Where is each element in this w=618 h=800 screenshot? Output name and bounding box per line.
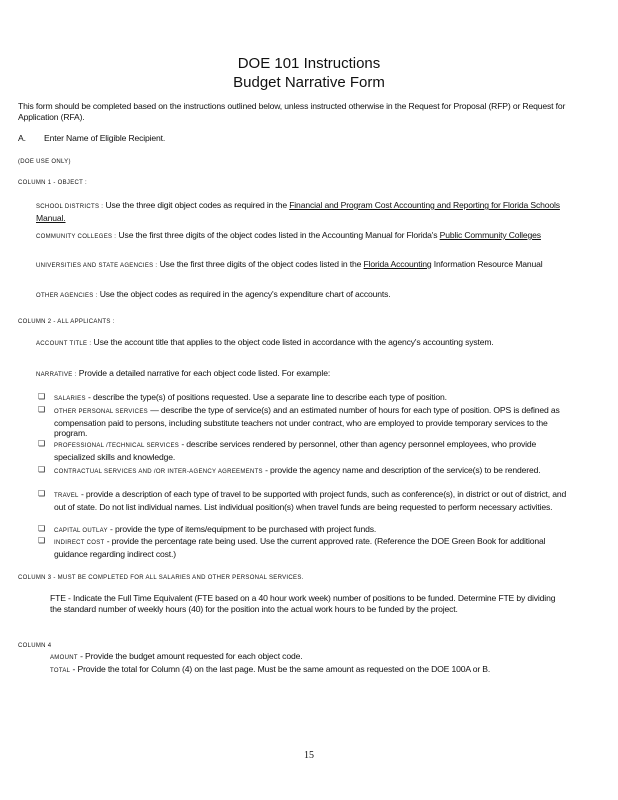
column4-heading: [18, 639, 51, 652]
title-line-1: DOE 101 Instructions: [237, 55, 381, 72]
total-entry: [50, 664, 550, 677]
travel-text: - provide a description of each type of travel to be supported with project funds, such as conference(s), in district or out of district, and out of state. Do not list individual names. List individual position(s) when travel funds are being requested to perform necessary activities.: [54, 489, 567, 512]
column2-heading: [18, 315, 115, 328]
community-colleges-text: Use the first three digits of the object codes listed in the Accounting Manual for Florida's: [118, 230, 440, 240]
indirect-cost-text: - provide the percentage rate being used. Use the current approved rate. (Reference the DOE Green Book for additional guidance regarding indirect cost.): [54, 536, 546, 559]
bullet-icon: ❏: [38, 439, 46, 448]
doe-use-only: [18, 155, 71, 168]
capital-outlay-text: - provide the type of items/equipment to be purchased with project funds.: [110, 524, 377, 534]
universities-entry: [36, 259, 576, 272]
account-title-text: Use the account title that applies to the object code listed in accordance with the agency's accounting system.: [93, 337, 494, 347]
salaries-entry: [54, 392, 564, 405]
amount-label: AMOUNT: [50, 655, 78, 661]
amount-entry: [50, 651, 550, 664]
school-districts-label: SCHOOL DISTRICTS :: [36, 204, 104, 210]
school-districts-entry: [36, 200, 576, 223]
community-colleges-manual: Public Community Colleges: [439, 230, 541, 240]
item-a-letter: A.: [18, 133, 26, 143]
community-colleges-label: COMMUNITY COLLEGES :: [36, 234, 117, 240]
capital-outlay-entry: [54, 524, 574, 537]
contractual-text: - provide the agency name and description of the service(s) to be rendered.: [265, 465, 541, 475]
bullet-icon: ❏: [38, 524, 46, 533]
salaries-label: SALARIES: [54, 396, 86, 402]
salaries-text: - describe the type(s) of positions requested. Use a separate line to describe each type of position.: [88, 392, 447, 402]
bullet-icon: ❏: [38, 489, 46, 498]
bullet-icon: ❏: [38, 405, 46, 414]
column4-heading-text: COLUMN 4: [18, 643, 52, 649]
universities-manual: Florida Accounting: [363, 259, 432, 269]
narrative-label: NARRATIVE :: [36, 372, 77, 378]
universities-text2: Information Resource Manual: [433, 259, 543, 269]
travel-entry: [54, 489, 574, 512]
column3-heading-text: COLUMN 3 - MUST BE COMPLETED FOR ALL SALARIES AND OTHER PERSONAL SERVICES.: [18, 575, 304, 581]
page-number: 15: [304, 750, 314, 761]
fte-paragraph: FTE - Indicate the Full Time Equivalent (FTE based on a 40 hour work week) number of positions to be funded. Determine FTE by dividing the standard number of weekly hours (40) for the position into the actual work hours to be funded by the project.: [50, 593, 556, 614]
universities-label: UNIVERSITIES AND STATE AGENCIES :: [36, 263, 158, 269]
ops-entry: [54, 405, 574, 439]
column1-heading: [18, 176, 87, 189]
ops-text: — describe the type of service(s) and an estimated number of hours for each type of position. OPS is defined as compensation paid to persons, including substitute teachers not under contract, who are employed to provide temporary services to the program.: [54, 405, 560, 439]
item-a-text: Enter Name of Eligible Recipient.: [44, 133, 166, 143]
bullet-icon: ❏: [38, 465, 46, 474]
universities-text: Use the first three digits of the object codes listed in the: [159, 259, 364, 269]
professional-label: PROFESSIONAL /TECHNICAL SERVICES: [54, 443, 180, 449]
school-districts-manual: Financial and Program Cost Accounting and Reporting for Florida Schools Manual.: [36, 200, 560, 223]
indirect-cost-label: INDIRECT COST: [54, 540, 105, 546]
total-label: TOTAL: [50, 668, 71, 674]
narrative-text: Provide a detailed narrative for each object code listed. For example:: [78, 368, 331, 378]
travel-label: TRAVEL: [54, 493, 79, 499]
intro-paragraph: This form should be completed based on the instructions outlined below, unless instructed otherwise in the Request for Proposal (RFP) or Request for Application (RFA).: [18, 101, 566, 122]
bullet-icon: ❏: [38, 392, 46, 401]
title-line-2: Budget Narrative Form: [233, 74, 385, 91]
school-districts-text: Use the three digit object codes as required in the: [105, 200, 290, 210]
narrative-entry: [36, 368, 576, 381]
doe-use-only-text: (DOE USE ONLY): [18, 159, 71, 165]
contractual-entry: [54, 465, 574, 478]
other-agencies-text: Use the object codes as required in the agency's expenditure chart of accounts.: [99, 289, 391, 299]
column2-heading-text: COLUMN 2 - ALL APPLICANTS :: [18, 319, 115, 325]
column1-heading-text: COLUMN 1 - OBJECT :: [18, 180, 87, 186]
indirect-cost-entry: [54, 536, 574, 559]
amount-text: - Provide the budget amount requested for each object code.: [80, 651, 303, 661]
total-text: - Provide the total for Column (4) on the last page. Must be the same amount as requested on the DOE 100A or B.: [72, 664, 491, 674]
capital-outlay-label: CAPITAL OUTLAY: [54, 528, 108, 534]
other-agencies-entry: [36, 289, 576, 302]
contractual-label: CONTRACTUAL SERVICES AND /OR INTER-AGENCY AGREEMENTS: [54, 469, 263, 475]
professional-entry: [54, 439, 574, 462]
account-title-entry: [36, 337, 576, 350]
account-title-label: ACCOUNT TITLE :: [36, 341, 92, 347]
community-colleges-entry: [36, 230, 576, 243]
other-agencies-label: OTHER AGENCIES :: [36, 293, 98, 299]
column3-heading: [18, 571, 578, 584]
bullet-icon: ❏: [38, 536, 46, 545]
ops-label: OTHER PERSONAL SERVICES: [54, 409, 148, 415]
professional-text: - describe services rendered by personnel, other than agency personnel employees, who provide specialized skills and knowledge.: [54, 439, 537, 462]
